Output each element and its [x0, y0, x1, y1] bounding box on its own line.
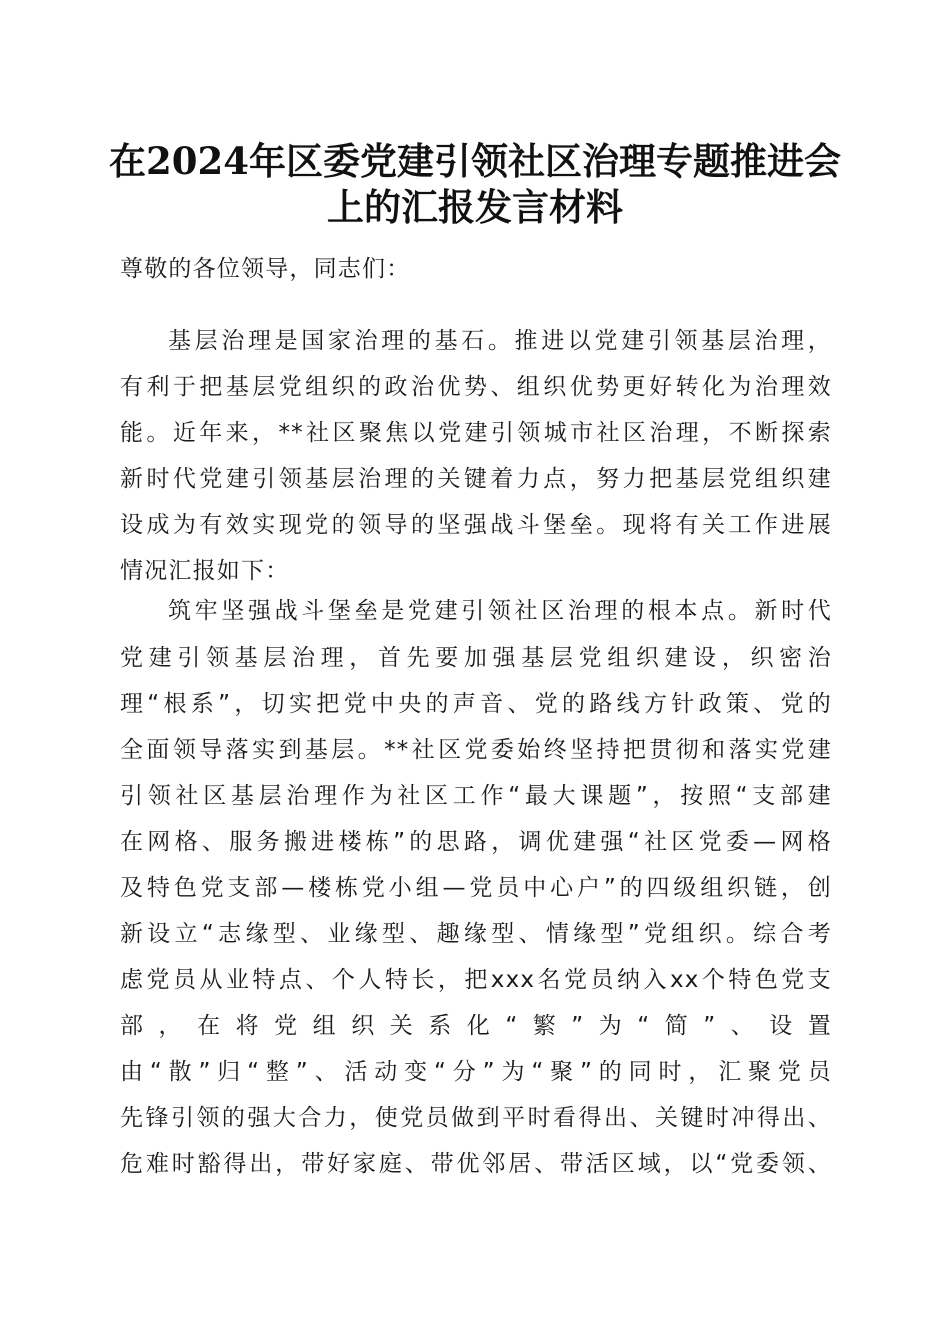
paragraph-2-line: 引领社区基层治理作为社区工作“最大课题”，按照“支部建: [120, 783, 832, 809]
paragraph-1-line: 基层治理是国家治理的基石。推进以党建引领基层治理，: [168, 328, 832, 354]
paragraph-2-line: 全面领导落实到基层。**社区党委始终坚持把贯彻和落实党建: [120, 737, 832, 763]
document-title-line-1: 在2024年区委党建引领社区治理专题推进会: [109, 139, 841, 183]
paragraph-2-line: 先锋引领的强大合力，使党员做到平时看得出、关键时冲得出、: [120, 1105, 832, 1131]
paragraph-2-line: 筑牢坚强战斗堡垒是党建引领社区治理的根本点。新时代: [168, 598, 832, 624]
paragraph-2-line: 党建引领基层治理，首先要加强基层党组织建设，织密治: [120, 645, 832, 671]
paragraph-1-line: 情况汇报如下：: [120, 558, 290, 584]
document-title-line-2: 上的汇报发言材料: [327, 185, 623, 229]
paragraph-1-line: 新时代党建引领基层治理的关键着力点，努力把基层党组织建: [120, 466, 832, 492]
paragraph-1-line: 设成为有效实现党的领导的坚强战斗堡垒。现将有关工作进展: [120, 512, 832, 538]
paragraph-2-line: 在网格、服务搬进楼栋”的思路，调优建强“社区党委—网格: [120, 829, 832, 855]
paragraph-2-line: 理“根系”，切实把党中央的声音、党的路线方针政策、党的: [120, 691, 832, 717]
paragraph-1-line: 能。近年来，**社区聚焦以党建引领城市社区治理，不断探索: [120, 420, 832, 446]
paragraph-2-line: 虑党员从业特点、个人特长，把xxx名党员纳入xx个特色党支: [120, 967, 832, 993]
paragraph-2-line: 危难时豁得出，带好家庭、带优邻居、带活区域，以“党委领、: [120, 1151, 832, 1177]
salutation: 尊敬的各位领导，同志们：: [120, 256, 411, 282]
paragraph-1-line: 有利于把基层党组织的政治优势、组织优势更好转化为治理效: [120, 374, 832, 400]
paragraph-2-line: 由“散”归“整”、活动变“分”为“聚”的同时，汇聚党员: [120, 1059, 832, 1085]
paragraph-2-line: 新设立“志缘型、业缘型、趣缘型、情缘型”党组织。综合考: [120, 921, 832, 947]
paragraph-2-line: 及特色党支部—楼栋党小组—党员中心户”的四级组织链，创: [120, 875, 832, 901]
paragraph-2-line: 部，在将党组织关系化“繁”为“简”、设置: [120, 1013, 832, 1039]
